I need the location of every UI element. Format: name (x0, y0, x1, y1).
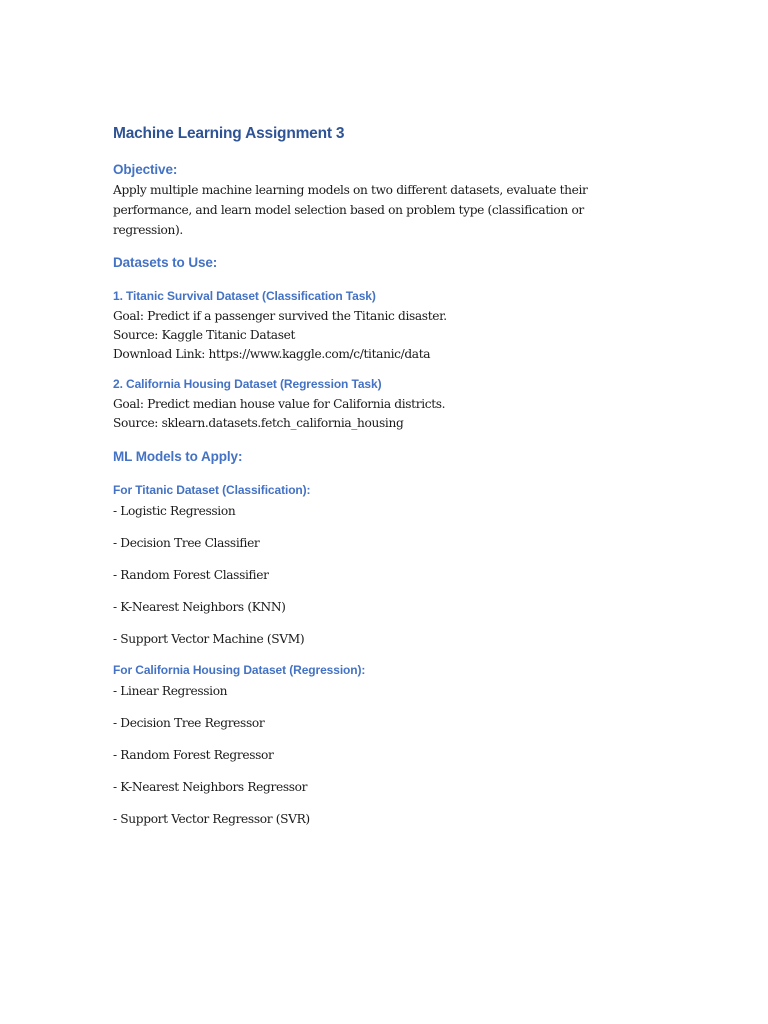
california-goal: Goal: Predict median house value for California districts. (113, 397, 446, 411)
titanic-dataset-details (113, 307, 673, 364)
document-title: Machine Learning Assignment 3 (113, 125, 345, 142)
objective-line: regression). (113, 223, 183, 237)
california-source: Source: sklearn.datasets.fetch_california_housing (113, 416, 404, 430)
objective-line: Apply multiple machine learning models on two different datasets, evaluate their (113, 183, 588, 197)
models-heading: ML Models to Apply: (113, 449, 243, 464)
list-item: - Linear Regression (113, 684, 228, 698)
list-item: - Decision Tree Classifier (113, 536, 260, 550)
list-item: - Support Vector Regressor (SVR) (113, 812, 310, 826)
california-models-list (113, 681, 673, 829)
list-item: - Decision Tree Regressor (113, 716, 265, 730)
objective-line: performance, and learn model selection based on problem type (classification or (113, 203, 584, 217)
list-item: - K-Nearest Neighbors Regressor (113, 780, 308, 794)
list-item: - Logistic Regression (113, 504, 236, 518)
datasets-heading: Datasets to Use: (113, 255, 218, 270)
list-item: - K-Nearest Neighbors (KNN) (113, 600, 286, 614)
list-item: - Random Forest Classifier (113, 568, 269, 582)
titanic-download-link: Download Link: https://www.kaggle.com/c/titanic/data (113, 347, 431, 361)
california-dataset-heading: 2. California Housing Dataset (Regression Task) (113, 377, 382, 391)
california-models-heading: For California Housing Dataset (Regression): (113, 663, 366, 677)
document-content (113, 122, 673, 829)
objective-paragraph (113, 180, 673, 240)
california-dataset-details (113, 395, 673, 433)
list-item: - Random Forest Regressor (113, 748, 274, 762)
list-item: - Support Vector Machine (SVM) (113, 632, 305, 646)
titanic-dataset-heading: 1. Titanic Survival Dataset (Classification Task) (113, 289, 376, 303)
titanic-source: Source: Kaggle Titanic Dataset (113, 328, 296, 342)
titanic-models-list (113, 501, 673, 649)
titanic-models-heading: For Titanic Dataset (Classification): (113, 483, 311, 497)
titanic-goal: Goal: Predict if a passenger survived the Titanic disaster. (113, 309, 447, 323)
objective-heading: Objective: (113, 162, 178, 177)
